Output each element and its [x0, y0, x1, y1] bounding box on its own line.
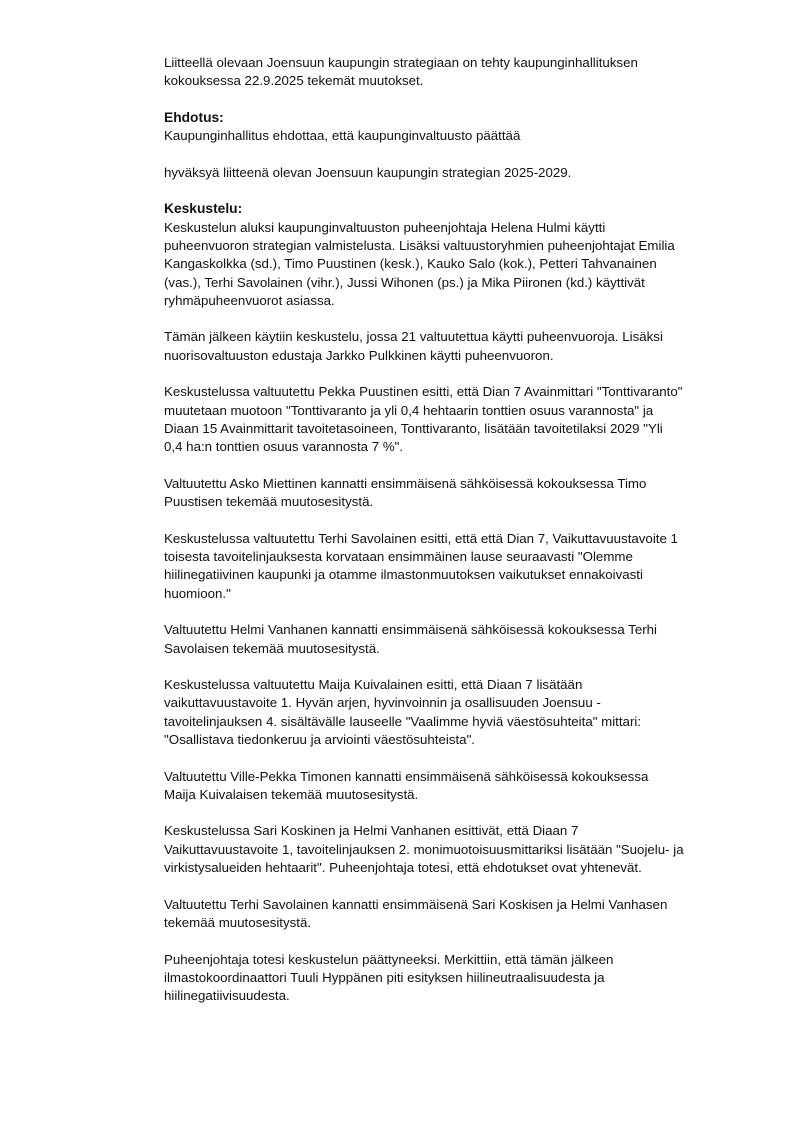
discussion-paragraph: Valtuutettu Asko Miettinen kannatti ensimmäisenä sähköisessä kokouksessa Timo Puustisen tekemää muutosesitystä. [164, 475, 647, 510]
discussion-paragraph: Keskustelussa valtuutettu Terhi Savolainen esitti, että että Dian 7, Vaikuttavuustavoite 1 toisesta tavoitelinjauksesta korvataan ensimmäinen lause seuraavasti "Olemme hiilinegatiivinen kaupunki ja otamme ilmastonmuutoksen vaikutukset ennakoivasti huomioon." [164, 530, 678, 601]
document-page [164, 54, 754, 1024]
discussion-paragraph: Keskustelun aluksi kaupunginvaltuuston puheenjohtaja Helena Hulmi käytti puheenvuoron strategian valmistelusta. Lisäksi valtuustoryhmien puheenjohtajat Emilia Kangaskolkka (sd.), Timo Puustinen (kesk.), Kauko Salo (kok.), Petteri Tahvanainen (vas.), Terhi Savolainen (vihr.), Jussi Wihonen (ps.) ja Mika Piironen (kd.) käyttivät ryhmäpuheenvuorot asiassa. [164, 219, 675, 308]
discussion-paragraph: Keskustelussa Sari Koskinen ja Helmi Vanhanen esittivät, että Diaan 7 Vaikuttavuustavoite 1, tavoitelinjauksen 2. monimuotoisuusmittariksi lisätään "Suojelu- ja virkistysalueiden hehtaarit". Puheenjohtaja totesi, että ehdotukset ovat yhtenevät. [164, 823, 684, 876]
proposal-lead: Kaupunginhallitus ehdottaa, että kaupunginvaltuusto päättää [164, 128, 521, 144]
discussion-paragraph: Valtuutettu Terhi Savolainen kannatti ensimmäisenä Sari Koskisen ja Helmi Vanhasen tekemää muutosesitystä. [164, 896, 668, 930]
discussion-paragraph: Keskustelussa valtuutettu Maija Kuivalainen esitti, että Diaan 7 lisätään vaikuttavuustavoite 1. Hyvän arjen, hyvinvoinnin ja osallisuuden Joensuu - tavoitelinjauksen 4. sisältävälle lauseelle "Vaalimme hyviä väestösuhteita" mittari: "Osallistava tiedonkeruu ja arviointi väestösuhteista". [164, 677, 642, 747]
proposal-heading: Ehdotus: [164, 109, 224, 125]
intro-paragraph: Liitteellä olevaan Joensuun kaupungin strategiaan on tehty kaupunginhallituksen kokouksessa 22.9.2025 tekemät muutokset. [164, 55, 638, 89]
proposal-decision: hyväksyä liitteenä olevan Joensuun kaupungin strategian 2025-2029. [164, 164, 572, 180]
discussion-heading: Keskustelu: [164, 201, 243, 217]
discussion-paragraph: Puheenjohtaja totesi keskustelun päättyneeksi. Merkittiin, että tämän jälkeen ilmastokoordinaattori Tuuli Hyppänen piti esityksen hiilineutraalisuudesta ja hiilinegatiivisuudesta. [164, 951, 614, 1004]
discussion-paragraph: Valtuutettu Helmi Vanhanen kannatti ensimmäisenä sähköisessä kokouksessa Terhi Savolaisen tekemää muutosesitystä. [164, 622, 657, 656]
discussion-paragraph: Keskustelussa valtuutettu Pekka Puustinen esitti, että Dian 7 Avainmittari "Tonttivaranto" muutetaan muotoon "Tonttivaranto ja yli 0,4 hehtaarin tonttien osuus varannosta" ja Diaan 15 Avainmittarit tavoitetasoineen, Tonttivaranto, lisätään tavoitetilaksi 2029 "Yli 0,4 ha:n tonttien osuus varannosta 7 %". [164, 384, 683, 455]
discussion-paragraph: Tämän jälkeen käytiin keskustelu, jossa 21 valtuutettua käytti puheenvuoroja. Lisäksi nuorisovaltuuston edustaja Jarkko Pulkkinen käytti puheenvuoron. [164, 329, 663, 363]
discussion-paragraph: Valtuutettu Ville-Pekka Timonen kannatti ensimmäisenä sähköisessä kokouksessa Maija Kuivalaisen tekemää muutosesitystä. [164, 768, 649, 802]
